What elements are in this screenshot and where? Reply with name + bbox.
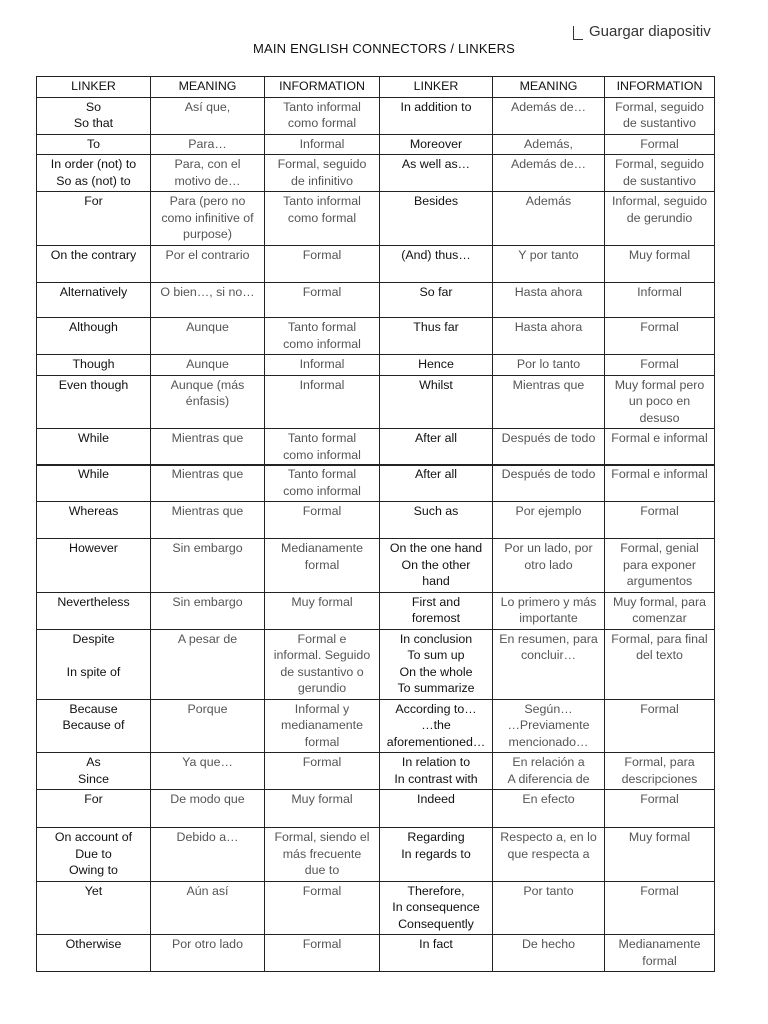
table-row — [37, 318, 715, 355]
cell-meaning: Mientras que — [151, 502, 265, 539]
header-information: INFORMATION — [605, 77, 715, 98]
cell-meaning: Además, — [493, 134, 605, 155]
cell-linker: Despite In spite of — [37, 629, 151, 699]
cell-information: Formal — [605, 881, 715, 935]
cell-meaning: Así que, — [151, 97, 265, 134]
cell-linker: Whilst — [380, 375, 493, 429]
cell-linker: After all — [380, 465, 493, 502]
header-linker: LINKER — [380, 77, 493, 98]
table-header-row — [37, 77, 715, 98]
cell-linker: After all — [380, 429, 493, 466]
cell-information: Formal — [605, 699, 715, 753]
table-row — [37, 192, 715, 246]
table-row — [37, 155, 715, 192]
table-row — [37, 753, 715, 790]
cell-meaning: Mientras que — [493, 375, 605, 429]
header-meaning: MEANING — [493, 77, 605, 98]
cell-meaning: Además de… — [493, 97, 605, 134]
cell-information: Formal, seguido de sustantivo — [605, 155, 715, 192]
cell-linker: Although — [37, 318, 151, 355]
cell-information: Formal e informal — [605, 465, 715, 502]
document-title: MAIN ENGLISH CONNECTORS / LINKERS — [252, 41, 516, 56]
cell-information: Formal — [605, 502, 715, 539]
cell-information: Formal — [265, 502, 380, 539]
cell-linker: In conclusion To sum up On the whole To summarize — [380, 629, 493, 699]
table-row — [37, 246, 715, 283]
cell-information: Muy formal, para comenzar — [605, 592, 715, 629]
header-linker: LINKER — [37, 77, 151, 98]
cell-linker: (And) thus… — [380, 246, 493, 283]
cell-information: Formal, genial para exponer argumentos — [605, 539, 715, 593]
cell-linker: Even though — [37, 375, 151, 429]
cell-meaning: Sin embargo — [151, 539, 265, 593]
cell-meaning: Para… — [151, 134, 265, 155]
cell-meaning: Lo primero y más importante — [493, 592, 605, 629]
cell-information: Formal, siendo el más frecuente due to — [265, 828, 380, 882]
table-row — [37, 502, 715, 539]
cell-information: Formal, para final del texto — [605, 629, 715, 699]
cell-linker: As Since — [37, 753, 151, 790]
cell-linker: Alternatively — [37, 283, 151, 318]
cell-information: Informal — [605, 283, 715, 318]
cell-meaning: En resumen, para concluir… — [493, 629, 605, 699]
cell-linker: Otherwise — [37, 935, 151, 972]
cell-meaning: Después de todo — [493, 465, 605, 502]
table-row — [37, 790, 715, 828]
table-row — [37, 828, 715, 882]
cell-meaning: Aunque (más énfasis) — [151, 375, 265, 429]
cell-meaning: Por ejemplo — [493, 502, 605, 539]
cell-information: Informal — [265, 134, 380, 155]
table-row — [37, 935, 715, 972]
cell-meaning: Para, con el motivo de… — [151, 155, 265, 192]
table-row — [37, 97, 715, 134]
cell-linker: Yet — [37, 881, 151, 935]
cell-meaning: Hasta ahora — [493, 283, 605, 318]
cell-linker: On account of Due to Owing to — [37, 828, 151, 882]
cell-linker: As well as… — [380, 155, 493, 192]
cell-information: Tanto informal como formal — [265, 97, 380, 134]
cell-linker: In addition to — [380, 97, 493, 134]
cell-linker: To — [37, 134, 151, 155]
cell-linker: Besides — [380, 192, 493, 246]
cell-linker: Such as — [380, 502, 493, 539]
cell-information: Formal — [605, 134, 715, 155]
cell-linker: Moreover — [380, 134, 493, 155]
cell-meaning: Aunque — [151, 355, 265, 376]
cell-linker: Nevertheless — [37, 592, 151, 629]
cell-information: Formal — [265, 753, 380, 790]
table-row — [37, 429, 715, 466]
cell-meaning: Hasta ahora — [493, 318, 605, 355]
cell-linker: According to… …the aforementioned… — [380, 699, 493, 753]
cell-information: Formal e informal — [605, 429, 715, 466]
cell-meaning: Aunque — [151, 318, 265, 355]
cell-linker: For — [37, 192, 151, 246]
cell-information: Formal, seguido de infinitivo — [265, 155, 380, 192]
cell-meaning: Según… …Previamente mencionado… — [493, 699, 605, 753]
cell-meaning: Después de todo — [493, 429, 605, 466]
table-row — [37, 699, 715, 753]
cell-information: Medianamente formal — [605, 935, 715, 972]
table-row — [37, 134, 715, 155]
cell-linker: In order (not) to So as (not) to — [37, 155, 151, 192]
cell-meaning: Además de… — [493, 155, 605, 192]
header-information: INFORMATION — [265, 77, 380, 98]
header-meaning: MEANING — [151, 77, 265, 98]
cell-meaning: O bien…, si no… — [151, 283, 265, 318]
cell-information: Formal, para descripciones — [605, 753, 715, 790]
cell-information: Tanto formal como informal — [265, 465, 380, 502]
cell-information: Informal — [265, 355, 380, 376]
cell-meaning: Y por tanto — [493, 246, 605, 283]
linkers-table-part-2 — [36, 464, 715, 972]
cell-meaning: Respecto a, en lo que respecta a — [493, 828, 605, 882]
cell-linker: Regarding In regards to — [380, 828, 493, 882]
cell-meaning: De hecho — [493, 935, 605, 972]
cell-linker: Though — [37, 355, 151, 376]
cell-information: Formal — [265, 935, 380, 972]
cell-meaning: Porque — [151, 699, 265, 753]
cell-linker: So So that — [37, 97, 151, 134]
cell-information: Formal — [265, 283, 380, 318]
cell-meaning: Sin embargo — [151, 592, 265, 629]
save-slide-button[interactable] — [573, 20, 768, 42]
cell-information: Formal — [605, 790, 715, 828]
cell-linker: So far — [380, 283, 493, 318]
cell-linker: Whereas — [37, 502, 151, 539]
save-icon — [573, 26, 583, 40]
table-row — [37, 355, 715, 376]
cell-linker: Thus far — [380, 318, 493, 355]
cell-meaning: Por un lado, por otro lado — [493, 539, 605, 593]
cell-meaning: Debido a… — [151, 828, 265, 882]
cell-information: Muy formal pero un poco en desuso — [605, 375, 715, 429]
cell-linker: For — [37, 790, 151, 828]
cell-information: Muy formal — [605, 246, 715, 283]
cell-linker: On the one hand On the other hand — [380, 539, 493, 593]
cell-information: Formal, seguido de sustantivo — [605, 97, 715, 134]
cell-meaning: En efecto — [493, 790, 605, 828]
cell-meaning: Por tanto — [493, 881, 605, 935]
table-row — [37, 629, 715, 699]
cell-meaning: Además — [493, 192, 605, 246]
cell-linker: On the contrary — [37, 246, 151, 283]
cell-information: Muy formal — [265, 592, 380, 629]
cell-information: Formal — [605, 355, 715, 376]
table-row — [37, 592, 715, 629]
cell-linker: While — [37, 465, 151, 502]
cell-linker: First and foremost — [380, 592, 493, 629]
cell-meaning: En relación a A diferencia de — [493, 753, 605, 790]
cell-linker: Indeed — [380, 790, 493, 828]
table-row — [37, 881, 715, 935]
cell-information: Muy formal — [605, 828, 715, 882]
cell-information: Formal — [265, 246, 380, 283]
save-slide-label: Guargar diapositiv — [589, 22, 711, 40]
cell-meaning: Por el contrario — [151, 246, 265, 283]
cell-information: Informal, seguido de gerundio — [605, 192, 715, 246]
cell-information: Tanto formal como informal — [265, 318, 380, 355]
cell-information: Formal — [265, 881, 380, 935]
cell-information: Muy formal — [265, 790, 380, 828]
cell-meaning: Para (pero no como infinitive of purpose) — [151, 192, 265, 246]
cell-meaning: Por lo tanto — [493, 355, 605, 376]
cell-meaning: Mientras que — [151, 465, 265, 502]
table-row — [37, 375, 715, 429]
table-row — [37, 283, 715, 318]
cell-meaning: Mientras que — [151, 429, 265, 466]
cell-meaning: Ya que… — [151, 753, 265, 790]
cell-linker: While — [37, 429, 151, 466]
table-row — [37, 465, 715, 502]
cell-meaning: A pesar de — [151, 629, 265, 699]
cell-information: Medianamente formal — [265, 539, 380, 593]
cell-information: Informal y medianamente formal — [265, 699, 380, 753]
cell-linker: In fact — [380, 935, 493, 972]
table-row — [37, 539, 715, 593]
cell-linker: Hence — [380, 355, 493, 376]
cell-information: Tanto informal como formal — [265, 192, 380, 246]
cell-information: Informal — [265, 375, 380, 429]
cell-information: Formal e informal. Seguido de sustantivo o gerundio — [265, 629, 380, 699]
cell-meaning: Aún así — [151, 881, 265, 935]
cell-meaning: Por otro lado — [151, 935, 265, 972]
cell-information: Formal — [605, 318, 715, 355]
cell-information: Tanto formal como informal — [265, 429, 380, 466]
cell-linker: Because Because of — [37, 699, 151, 753]
cell-linker: However — [37, 539, 151, 593]
cell-linker: In relation to In contrast with — [380, 753, 493, 790]
cell-linker: Therefore, In consequence Consequently — [380, 881, 493, 935]
linkers-table-part-1 — [36, 76, 715, 466]
cell-meaning: De modo que — [151, 790, 265, 828]
